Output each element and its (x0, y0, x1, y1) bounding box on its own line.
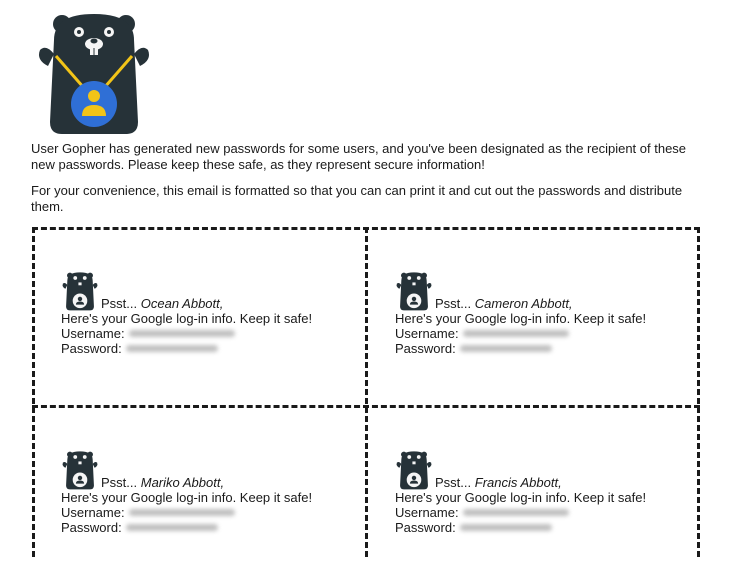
recipient-name: Francis Abbott, (474, 475, 562, 490)
username-label: Username: (61, 505, 125, 520)
username-redacted (463, 509, 569, 516)
gopher-mascot-icon (34, 10, 154, 136)
password-label: Password: (395, 341, 456, 356)
password-card (366, 227, 700, 406)
password-redacted (460, 524, 552, 531)
password-redacted (126, 524, 218, 531)
username-label: Username: (395, 505, 459, 520)
psst-text: Psst... (435, 475, 472, 490)
username-redacted (129, 330, 235, 337)
username-label: Username: (61, 326, 125, 341)
password-cutout-grid (32, 227, 700, 547)
recipient-name: Cameron Abbott, (474, 296, 573, 311)
password-card (366, 406, 700, 585)
info-text: Here's your Google log-in info. Keep it safe! (395, 490, 647, 505)
gopher-mini-icon (395, 271, 433, 311)
recipient-name: Ocean Abbott, (140, 296, 224, 311)
info-text: Here's your Google log-in info. Keep it safe! (395, 311, 647, 326)
password-redacted (126, 345, 218, 352)
psst-text: Psst... (435, 296, 472, 311)
info-text: Here's your Google log-in info. Keep it safe! (61, 311, 313, 326)
password-redacted (460, 345, 552, 352)
password-label: Password: (395, 520, 456, 535)
gopher-mini-icon (61, 271, 99, 311)
recipient-name: Mariko Abbott, (140, 475, 225, 490)
username-redacted (463, 330, 569, 337)
username-redacted (129, 509, 235, 516)
username-label: Username: (395, 326, 459, 341)
convenience-paragraph: For your convenience, this email is formatted so that you can can print it and cut out the passwords and distribute them. (31, 183, 683, 214)
psst-text: Psst... (101, 475, 138, 490)
password-label: Password: (61, 341, 122, 356)
gopher-mini-icon (61, 450, 99, 490)
password-card (32, 406, 366, 585)
psst-text: Psst... (101, 296, 138, 311)
password-label: Password: (61, 520, 122, 535)
intro-paragraph: User Gopher has generated new passwords for some users, and you've been designated as the recipient of these new passwords. Please keep these safe, as they represent secure information! (31, 141, 687, 172)
info-text: Here's your Google log-in info. Keep it safe! (61, 490, 313, 505)
gopher-mini-icon (395, 450, 433, 490)
password-card (32, 227, 366, 406)
